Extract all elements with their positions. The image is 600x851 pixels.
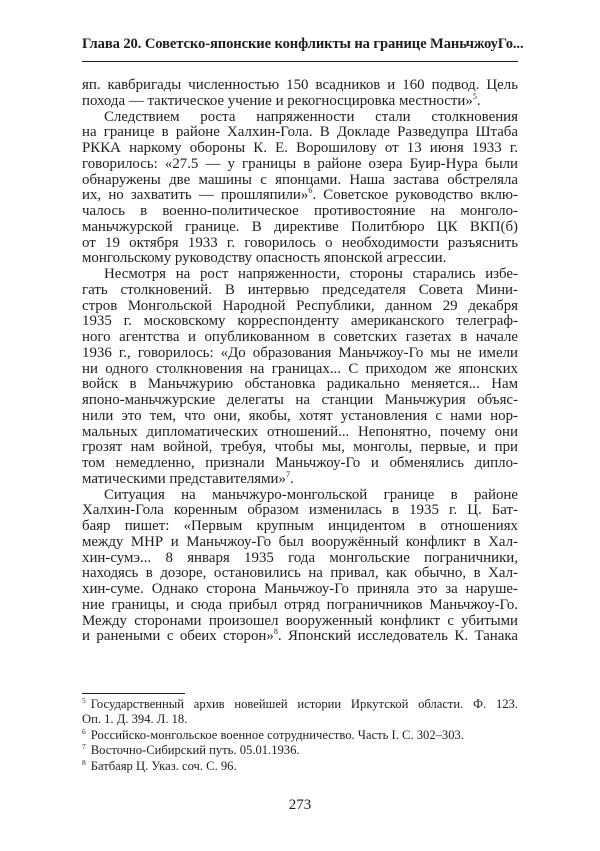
text-line bbox=[82, 629, 518, 645]
line-text: РККА наркому обороны К. Е. Ворошилову от 13 июня 1933 г. bbox=[82, 140, 518, 156]
text-line bbox=[82, 377, 518, 393]
footnote-number: 7 bbox=[82, 742, 86, 752]
line-text: и ранеными с обеих сторон» bbox=[82, 628, 274, 645]
footnote-ref: 7 bbox=[285, 469, 290, 479]
line-text: Несмотря на рост напряженности, стороны старались избе- bbox=[104, 266, 518, 282]
text-line bbox=[82, 440, 518, 456]
text-line bbox=[82, 299, 518, 315]
paragraph bbox=[82, 110, 518, 268]
line-text: грозят нам войной, требуя, чтобы мы, монголы, первые, и при bbox=[82, 439, 518, 456]
text-line bbox=[82, 141, 518, 157]
text-line bbox=[82, 188, 518, 204]
line-text: маньчжурской границе. В директиве Политбюро ЦК ВКП(б) bbox=[82, 218, 518, 235]
footnote-line bbox=[82, 697, 518, 712]
text-line bbox=[82, 251, 518, 267]
running-header: Глава 20. Советско-японские конфликты на границе МаньчжоуГо... bbox=[82, 36, 524, 52]
line-text: от 19 октября 1933 г. говорилось о необходимости разъяснить bbox=[82, 234, 518, 251]
line-text: баяр пишет: «Первым крупным инцидентом в отношениях bbox=[82, 518, 518, 534]
line-text: их, но захватить — прошляпили» bbox=[82, 187, 309, 204]
paragraph bbox=[82, 488, 518, 646]
text-line bbox=[82, 330, 518, 346]
line-text: обнаружены две машины с японцами. Наша застава обстреляла bbox=[82, 171, 518, 188]
footnote-number: 8 bbox=[82, 757, 86, 767]
text-line bbox=[82, 204, 518, 220]
line-text: хин-суме. Однако сторона Маньчжоу-Го приняла это за наруше- bbox=[82, 581, 518, 597]
footnote-line bbox=[82, 759, 518, 774]
text-line bbox=[82, 362, 518, 378]
text-line bbox=[82, 157, 518, 173]
line-text: говорилось: «27.5 — у границы в районе озера Буир-Нура были bbox=[82, 155, 518, 172]
footnote-number: 5 bbox=[82, 696, 86, 705]
line-text: Между сторонами произошел вооруженный конфликт с убитыми bbox=[82, 612, 518, 629]
paragraph bbox=[82, 78, 518, 110]
body-text bbox=[82, 78, 518, 645]
footnote-line bbox=[82, 728, 518, 743]
footnote-ref: 6 bbox=[308, 186, 313, 196]
paragraph bbox=[82, 267, 518, 488]
text-line bbox=[82, 267, 518, 283]
text-line bbox=[82, 551, 518, 567]
line-text: 1936 г., говорилось: «До образования Маньчжоу-Го мы не имели bbox=[82, 344, 518, 361]
line-text: ние границы, и сюда прибыл отряд пограничников Маньчжоу-Го. bbox=[82, 596, 518, 613]
footnote-text: Оп. 1. Д. 394. Л. 18. bbox=[82, 712, 188, 727]
line-text: мальных дипломатических отношений... Непонятно, почему они bbox=[82, 423, 518, 440]
footnote-text: Восточно-Сибирский путь. 05.01.1936. bbox=[90, 743, 300, 758]
text-line bbox=[82, 125, 518, 141]
text-line bbox=[82, 409, 518, 425]
text-line bbox=[82, 566, 518, 582]
line-text: японо-маньчжурские делегаты на станции Маньчжурия объяс- bbox=[82, 392, 518, 408]
line-text: гать столкновений. В интервью председателя Совета Мини- bbox=[82, 281, 518, 298]
line-text: чалось в военно-политическое противостояние на монголо- bbox=[82, 203, 518, 219]
text-line bbox=[82, 110, 518, 126]
text-line bbox=[82, 598, 518, 614]
line-text: том немедленно, признали Маньчжоу-Го и обменялись дипло- bbox=[82, 455, 518, 471]
line-text: Следствием роста напряженности стали столкновения bbox=[104, 108, 518, 125]
text-line bbox=[82, 425, 518, 441]
page-number: 273 bbox=[288, 797, 312, 813]
line-text-after: . bbox=[289, 470, 294, 487]
footnote-line bbox=[82, 712, 518, 727]
text-line bbox=[82, 503, 518, 519]
line-text: похода — тактическое учение и рекогносцировка местности» bbox=[82, 92, 473, 109]
footnote-rule bbox=[82, 693, 185, 694]
footnote-ref: 5 bbox=[472, 91, 477, 101]
text-line bbox=[82, 236, 518, 252]
line-text-after: . Японский исследователь К. Танака bbox=[277, 628, 518, 645]
line-text: Ситуация на маньчжуро-монгольской границе в районе bbox=[104, 486, 518, 503]
line-text: между МНР и Маньчжоу-Го был вооружённый конфликт в Хал- bbox=[82, 533, 518, 550]
line-text: матическими представителями» bbox=[82, 470, 286, 487]
line-text: 1935 г. московскому корреспонденту американского телеграф- bbox=[82, 313, 518, 330]
text-line bbox=[82, 614, 518, 630]
text-line bbox=[82, 91, 518, 110]
line-text: монгольскому руководству опасность японской агрессии. bbox=[82, 250, 447, 267]
text-line bbox=[82, 173, 518, 189]
line-text: хин-сумэ... 8 января 1935 года монгольские пограничники, bbox=[82, 549, 518, 566]
footnote-line bbox=[82, 743, 518, 758]
line-text: стров Монгольской Народной Республики, данном 29 декабря bbox=[82, 297, 518, 314]
footnotes bbox=[82, 697, 518, 774]
line-text: войск в Маньчжурию обстановка радикально меняется... Нам bbox=[82, 376, 518, 393]
line-text: Халхин-Гола коренным образом изменилась в 1935 г. Ц. Бат- bbox=[82, 502, 518, 519]
text-line bbox=[82, 283, 518, 299]
text-line bbox=[82, 582, 518, 598]
text-line bbox=[82, 78, 518, 94]
line-text: ного агентства и опубликованном в советских газетах в начале bbox=[82, 329, 518, 345]
footnote-text: Батбаяр Ц. Указ. соч. С. 96. bbox=[90, 758, 237, 773]
footnote-text: Государственный архив новейшей истории Иркутской области. Ф. 123. bbox=[90, 697, 518, 711]
text-line bbox=[82, 220, 518, 236]
text-line bbox=[82, 469, 518, 488]
text-line bbox=[82, 519, 518, 535]
text-line bbox=[82, 393, 518, 409]
line-text: ни одного столкновения на границах... С приходом же японских bbox=[82, 360, 518, 377]
line-text-after: . Советское руководство вклю- bbox=[312, 187, 518, 204]
footnote-text: Российско-монгольское военное сотрудничество. Часть I. С. 302–303. bbox=[90, 727, 464, 742]
line-text: находясь в дозоре, остановились на привал, как обычно, в Хал- bbox=[82, 565, 518, 582]
footnote-number: 6 bbox=[82, 726, 86, 736]
line-text: на границе в районе Халхин-Гола. В Докладе Разведупра Штаба bbox=[82, 124, 518, 141]
footnote-ref: 8 bbox=[273, 627, 278, 637]
line-text-after: . bbox=[476, 92, 481, 109]
text-line bbox=[82, 456, 518, 472]
text-line bbox=[82, 535, 518, 551]
line-text: нили это тем, что они, якобы, хотят установления с нами нор- bbox=[82, 407, 518, 424]
line-text: яп. кавбригады численностью 150 всадников и 160 подвод. Цель bbox=[82, 77, 518, 93]
text-line bbox=[82, 488, 518, 504]
text-line bbox=[82, 314, 518, 330]
header-rule bbox=[82, 61, 518, 62]
text-line bbox=[82, 346, 518, 362]
